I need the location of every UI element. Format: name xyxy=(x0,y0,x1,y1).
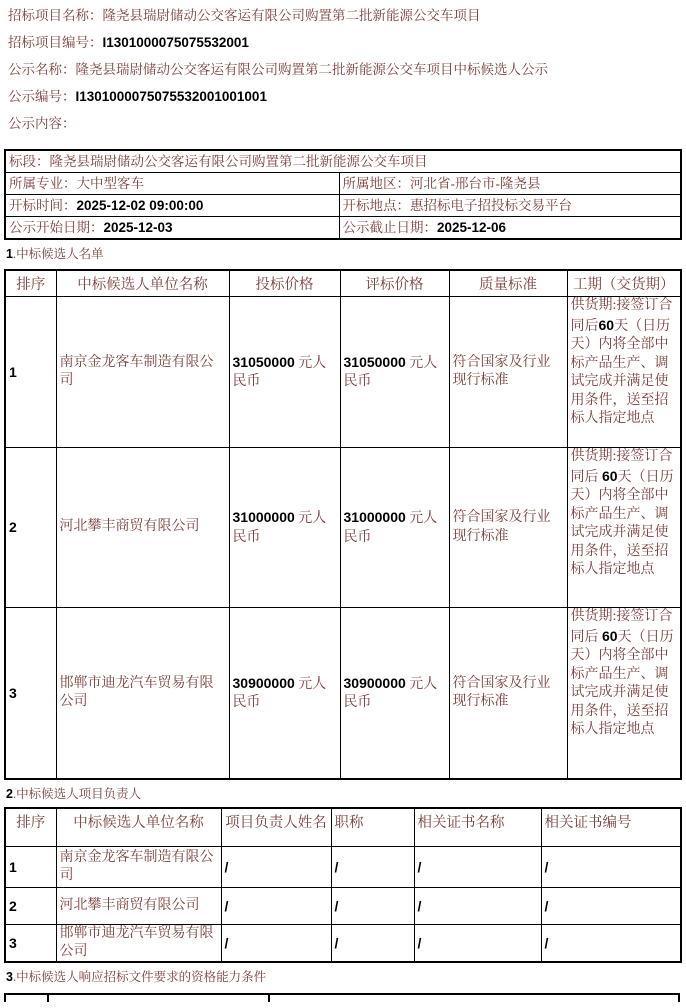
notice-content-line xyxy=(8,117,686,131)
region-cell xyxy=(339,173,681,195)
cell-company: 河北攀丰商贸有限公司 xyxy=(56,888,221,925)
segment-value: 隆尧县瑞尉储动公交客运有限公司购置第二批新能源公交车项目 xyxy=(49,154,428,169)
cell-bid-price: 31050000 元人民币 xyxy=(229,297,340,448)
project-no-value: I1301000075075532001 xyxy=(102,35,249,50)
pub-end-label: 公示截止日期： xyxy=(342,220,437,235)
header-company: 中标候选人单位名称 xyxy=(56,270,229,297)
notice-no-label: 公示编号： xyxy=(8,89,76,104)
open-time-label: 开标时间： xyxy=(9,198,77,213)
cell-cert-name: / xyxy=(414,847,541,888)
project-no-label: 招标项目编号： xyxy=(8,35,103,50)
notice-no-value: I1301000075075532001001001 xyxy=(75,89,267,104)
table-border-stub xyxy=(268,995,270,1002)
major-label: 所属专业： xyxy=(9,176,77,191)
cell-company: 邯郸市迪龙汽车贸易有限公司 xyxy=(56,925,221,963)
cell-rank: 1 xyxy=(5,847,56,888)
segment-label: 标段： xyxy=(9,154,50,169)
managers-header-row xyxy=(5,808,681,847)
major-value: 大中型客车 xyxy=(76,176,144,191)
cell-company: 南京金龙客车制造有限公司 xyxy=(56,847,221,888)
open-time-cell xyxy=(5,195,339,217)
pub-end-cell xyxy=(339,217,681,240)
section2-title: 2.中标候选人项目负责人 xyxy=(6,787,142,801)
table-row xyxy=(5,847,681,888)
cell-company: 南京金龙客车制造有限公司 xyxy=(56,297,229,448)
candidates-header-row xyxy=(5,270,681,297)
header-company: 中标候选人单位名称 xyxy=(56,808,221,847)
cell-rank: 2 xyxy=(5,448,56,608)
header-manager-name: 项目负责人姓名 xyxy=(221,808,331,847)
cell-quality: 符合国家及行业现行标准 xyxy=(449,448,567,608)
cell-delivery: 供货期:接签订合同后 60天（日历天）内将全部中标产品生产、调试完成并满足使用条件，送至招标人指定地点 xyxy=(567,448,681,608)
cell-company: 河北攀丰商贸有限公司 xyxy=(56,448,229,608)
pub-end-value: 2025-12-06 xyxy=(437,220,507,235)
cell-rank: 2 xyxy=(5,888,56,925)
cell-rank: 3 xyxy=(5,925,56,963)
header-job-title: 职称 xyxy=(331,808,414,847)
table-row xyxy=(5,608,681,780)
table-row xyxy=(5,925,681,963)
cell-delivery: 供货期:接签订合同后 60天（日历天）内将全部中标产品生产、调试完成并满足使用条件，送至招标人指定地点 xyxy=(567,608,681,780)
notice-content-label: 公示内容： xyxy=(8,116,76,131)
managers-table xyxy=(4,807,682,963)
pub-start-cell xyxy=(5,217,339,240)
table-border-stub xyxy=(47,995,49,1002)
pub-start-value: 2025-12-03 xyxy=(103,220,173,235)
cell-cert-name: / xyxy=(414,925,541,963)
project-no-line xyxy=(8,36,686,50)
section1-title: 1.中标候选人名单 xyxy=(6,247,104,261)
header-rank: 排序 xyxy=(5,270,56,297)
pub-start-label: 公示开始日期： xyxy=(9,220,104,235)
cell-bid-price: 31000000 元人民币 xyxy=(229,448,340,608)
section-info-table xyxy=(4,149,682,240)
table-border-stub xyxy=(4,995,6,1002)
cell-rank: 3 xyxy=(5,608,56,780)
open-place-value: 惠招标电子招投标交易平台 xyxy=(410,198,572,213)
project-name-line xyxy=(8,9,686,23)
project-name-value: 隆尧县瑞尉储动公交客运有限公司购置第二批新能源公交车项目 xyxy=(102,8,481,23)
open-place-label: 开标地点： xyxy=(342,198,410,213)
cell-job-title: / xyxy=(331,925,414,963)
cell-job-title: / xyxy=(331,847,414,888)
cell-eval-price: 31050000 元人民币 xyxy=(340,297,449,448)
cell-eval-price: 31000000 元人民币 xyxy=(340,448,449,608)
notice-name-label: 公示名称： xyxy=(8,62,76,77)
cell-quality: 符合国家及行业现行标准 xyxy=(449,297,567,448)
table-row xyxy=(5,888,681,925)
notice-name-value: 隆尧县瑞尉储动公交客运有限公司购置第二批新能源公交车项目中标候选人公示 xyxy=(75,62,548,77)
table-row xyxy=(5,448,681,608)
cell-eval-price: 30900000 元人民币 xyxy=(340,608,449,780)
cell-cert-no: / xyxy=(541,888,681,925)
project-name-label: 招标项目名称： xyxy=(8,8,103,23)
notice-no-line xyxy=(8,90,686,104)
qualification-table-partial xyxy=(4,993,680,1002)
region-label: 所属地区： xyxy=(342,176,410,191)
header-delivery: 工期（交货期） xyxy=(567,270,681,297)
cell-cert-no: / xyxy=(541,847,681,888)
cell-cert-no: / xyxy=(541,925,681,963)
table-row xyxy=(5,195,681,217)
open-place-cell xyxy=(339,195,681,217)
candidates-table xyxy=(4,269,682,780)
cell-job-title: / xyxy=(331,888,414,925)
header-bid-price: 投标价格 xyxy=(229,270,340,297)
section3-title: 3.中标候选人响应招标文件要求的资格能力条件 xyxy=(6,970,267,984)
table-row xyxy=(5,217,681,240)
header-eval-price: 评标价格 xyxy=(340,270,449,297)
document-header xyxy=(0,0,686,131)
table-row xyxy=(5,150,681,173)
cell-manager-name: / xyxy=(221,925,331,963)
table-row xyxy=(5,173,681,195)
open-time-value: 2025-12-02 09:00:00 xyxy=(76,198,204,213)
cell-bid-price: 30900000 元人民币 xyxy=(229,608,340,780)
cell-manager-name: / xyxy=(221,888,331,925)
header-rank: 排序 xyxy=(5,808,56,847)
cell-delivery: 供货期:接签订合同后60天（日历天）内将全部中标产品生产、调试完成并满足使用条件，送至招标人指定地点 xyxy=(567,297,681,448)
cell-manager-name: / xyxy=(221,847,331,888)
cell-company: 邯郸市迪龙汽车贸易有限公司 xyxy=(56,608,229,780)
segment-cell xyxy=(5,150,681,173)
major-cell xyxy=(5,173,339,195)
header-quality: 质量标准 xyxy=(449,270,567,297)
table-row xyxy=(5,297,681,448)
table-border-stub xyxy=(678,995,680,1002)
header-cert-no: 相关证书编号 xyxy=(541,808,681,847)
region-value: 河北省-邢台市-隆尧县 xyxy=(410,176,541,191)
cell-quality: 符合国家及行业现行标准 xyxy=(449,608,567,780)
cell-cert-name: / xyxy=(414,888,541,925)
cell-rank: 1 xyxy=(5,297,56,448)
notice-name-line xyxy=(8,63,686,77)
header-cert-name: 相关证书名称 xyxy=(414,808,541,847)
